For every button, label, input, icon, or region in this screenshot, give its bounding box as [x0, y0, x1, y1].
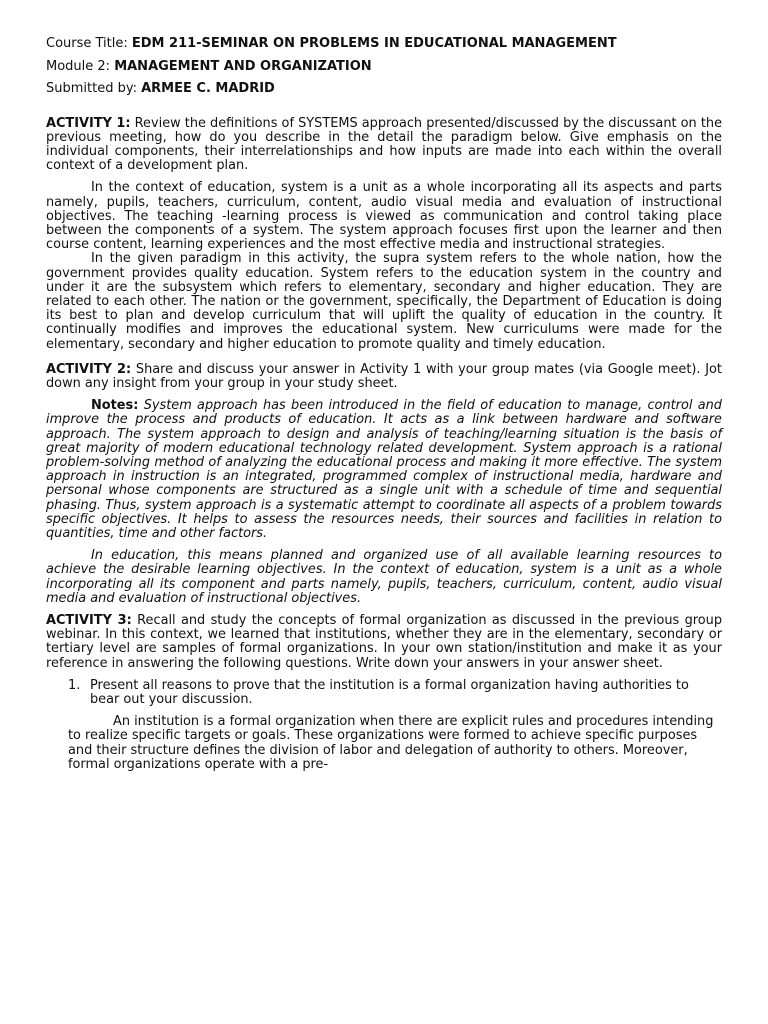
activity3-prompt-text: Recall and study the concepts of formal organization as discussed in the previous group webinar. In this context, we learned that institutions, whether they are in the elementary, secondary or tertiary level are samples of formal organizations. In your own station/institution and make it as your reference in answering the following questions. Write down your answers in your answer sheet. [46, 613, 723, 671]
notes-label: Notes: [91, 398, 139, 414]
answer-1-text: An institution is a formal organization when there are explicit rules and procedures intending to realize specific targets or goals. These organizations were formed to achieve specific purposes and their structure defines the division of labor and delegation of authority to others. Moreover, formal organizations operate with a pre- [68, 714, 714, 772]
answer-1-block [68, 715, 722, 772]
question-1-number: 1. [68, 677, 81, 693]
question-1 [68, 679, 722, 707]
notes-paragraph-2: In education, this means planned and organized use of all available learning resources to achieve the desirable learning objectives. In the context of education, system is a unit as a whole incorporating all its component and parts namely, pupils, teachers, curriculum, content, audio visual media and evaluation of instructional objectives. [46, 548, 722, 606]
question-1-text: Present all reasons to prove that the institution is a formal organization having authorities to bear out your discussion. [90, 677, 689, 708]
course-title-value: EDM 211-SEMINAR ON PROBLEMS IN EDUCATIONAL MANAGEMENT [131, 36, 617, 51]
activity1-label: ACTIVITY 1: [46, 115, 131, 131]
submitted-line [46, 78, 722, 101]
notes-paragraph-1 [46, 399, 722, 541]
notes-text: System approach has been introduced in the field of education to manage, control and improve the process and products of education. It acts as a link between hardware and software approach. The system approach to design and analysis of teaching/learning situation is the basis of great majority of modern educational technology related development. System approach is a rational problem-solving method of analyzing the educational process and making it more effective. The system approach in instruction is an integrated, programmed complex of instructional media, hardware and personal whose components are structured as a single unit with a schedule of time and sequential phasing. Thus, system approach is a systematic attempt to coordinate all aspects of a problem towards specific objectives. It helps to assess the resources needs, their sources and facilities in relation to quantities, time and other factors. [46, 398, 722, 541]
module-label: Module 2: [46, 58, 115, 74]
module-line [46, 56, 722, 79]
course-title-label: Course Title: [46, 36, 132, 51]
activity2-prompt-text: Share and discuss your answer in Activity 1 with your group mates (via Google meet). Jot down any insight from your group in your study sheet. [46, 361, 722, 391]
activity2-label: ACTIVITY 2: [46, 361, 132, 377]
module-value: MANAGEMENT AND ORGANIZATION [114, 58, 372, 74]
activity1-paragraph-2: In the given paradigm in this activity, the supra system refers to the whole nation, how the government provides quality education. System refers to the education system in the country and under it are the subsystem which refers to elementary, secondary and higher education. They are related to each other. The nation or the government, specifically, the Department of Education is doing its best to plan and develop curriculum that will uplift the quality of education in the country. It continually modifies and improves the educational system. New curriculums were made for the elementary, secondary and higher education to promote quality and timely education. [46, 251, 722, 352]
course-title-line [46, 33, 722, 56]
activity1-prompt-text: Review the definitions of SYSTEMS approach presented/discussed by the discussant on the previous meeting, how do you describe in the detail the paradigm below. Give emphasis on the individual components, their interrelationships and how inputs are made into each within the overall context of a development plan. [46, 115, 722, 174]
activity3-label: ACTIVITY 3: [46, 613, 132, 628]
submitted-label: Submitted by: [46, 81, 142, 96]
submitted-value: ARMEE C. MADRID [141, 81, 275, 96]
activity3-prompt [46, 614, 722, 671]
activity2-prompt [46, 363, 722, 391]
activity1-prompt [46, 117, 722, 174]
activity1-paragraph-1: In the context of education, system is a unit as a whole incorporating all its aspects and parts namely, pupils, teachers, curriculum, content, audio visual media and evaluation of instructional objectives. The teaching -learning process is viewed as communication and control taking place between the components of a system. The system approach focuses first upon the learner and then course content, learning experiences and the most effective media and instructional strategies. [46, 180, 722, 253]
